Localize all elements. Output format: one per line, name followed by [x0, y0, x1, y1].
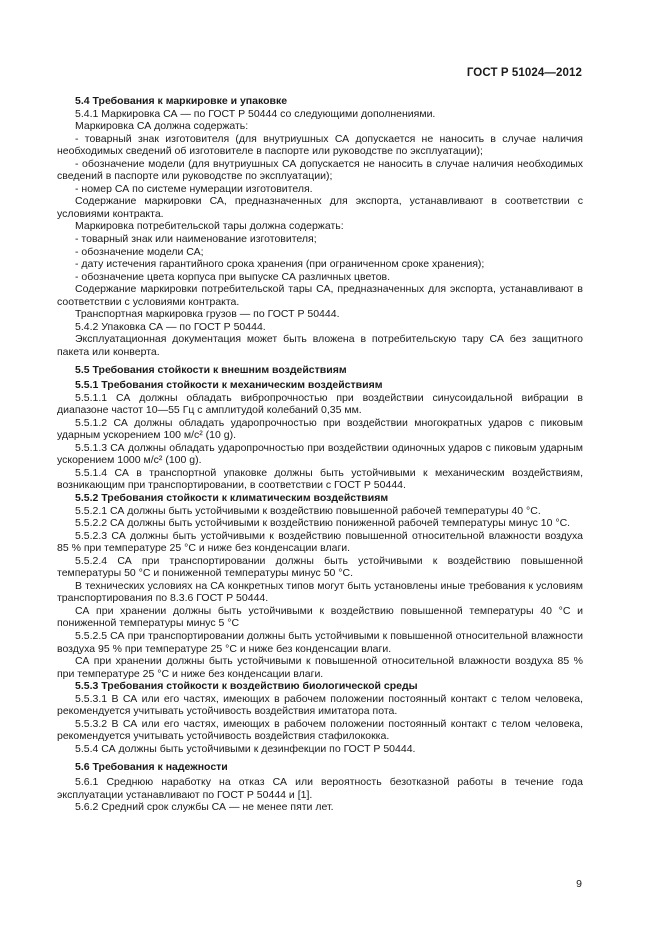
paragraph-storage-humidity: СА при хранении должны быть устойчивыми к повышенной относительной влажности воздуха 85 % при температуре 25 °С и ниже без конденсации влаги.: [57, 655, 583, 680]
list-item-consumer-1: - товарный знак или наименование изготовителя;: [75, 233, 317, 246]
paragraph-consumer-export: Содержание маркировки потребительской тары СА, предназначенных для экспорта, устанавливают в соответствии с условиями контракта.: [57, 283, 583, 308]
list-item-consumer-2: - обозначение модели СА;: [75, 245, 204, 258]
paragraph-5-5-2-1: 5.5.2.1 СА должны быть устойчивыми к воздействию повышенной рабочей температуры 40 °С.: [75, 504, 541, 517]
document-body: [57, 95, 583, 814]
paragraph-5-5-2-2: 5.5.2.2 СА должны быть устойчивыми к воздействию пониженной рабочей температуры минус 10 °С.: [75, 517, 571, 530]
list-item-marking-1: - товарный знак изготовителя (для внутриушных СА допускается не наносить в случае наличия необходимых сведений об изготовителе в паспорте или руководстве по эксплуатации);: [57, 132, 583, 158]
paragraph-documentation: Эксплуатационная документация может быть вложена в потребительскую тару СА без защитного пакета или конверта.: [57, 333, 583, 358]
section-title-5-5-1: 5.5.1 Требования стойкости к механическим воздействиям: [75, 379, 383, 392]
section-title-5-4: 5.4 Требования к маркировке и упаковке: [75, 95, 288, 107]
list-item-marking-2: - обозначение модели (для внутриушных СА допускается не наносить в случае наличия необходимых сведений в паспорте или руководстве по эксплуатации);: [57, 157, 583, 183]
section-title-5-5-2: 5.5.2 Требования стойкости к климатическим воздействиям: [75, 491, 389, 504]
paragraph-5-4-2: 5.4.2 Упаковка СА — по ГОСТ Р 50444.: [75, 320, 266, 333]
paragraph-5-5-2-3: 5.5.2.3 СА должны быть устойчивыми к воздействию повышенной относительной влажности воздуха 85 % при температуре 25 °С и ниже без конденсации влаги.: [57, 529, 583, 555]
section-title-5-6: 5.6 Требования к надежности: [75, 761, 228, 774]
paragraph-export-marking: Содержание маркировки СА, предназначенных для экспорта, устанавливают в соответствии с условиями контракта.: [57, 195, 583, 220]
paragraph-5-5-2-4: 5.5.2.4 СА при транспортировании должны быть устойчивыми к воздействию повышенной температуры 50 °С и пониженной температуры минус 50 °С.: [57, 554, 583, 580]
paragraph-marking-must: Маркировка СА должна содержать:: [75, 120, 249, 133]
paragraph-5-5-1-2: 5.5.1.2 СА должны обладать ударопрочностью при воздействии многократных ударов с пиковым ударным ускорением 100 м/с² (10 g).: [57, 416, 583, 442]
paragraph-technical-conditions: В технических условиях на СА конкретных типов могут быть установлены иные требования к условиям транспортирования по 8.3.6 ГОСТ Р 50444.: [57, 579, 583, 605]
page-number: 9: [576, 878, 582, 890]
section-title-5-5: 5.5 Требования стойкости к внешним воздействиям: [75, 364, 347, 377]
section-title-5-5-3: 5.5.3 Требования стойкости к воздействию биологической среды: [75, 680, 418, 693]
paragraph-5-5-2-5: 5.5.2.5 СА при транспортировании должны быть устойчивыми к повышенной относительной влажности воздуха 95 % при температуре 25 °С и ниже без конденсации влаги.: [57, 629, 583, 655]
paragraph-5-5-4: 5.5.4 СА должны быть устойчивыми к дезинфекции по ГОСТ Р 50444.: [75, 742, 416, 755]
paragraph-5-6-2: 5.6.2 Средний срок службы СА — не менее пяти лет.: [75, 801, 334, 814]
paragraph-consumer-pack-must: Маркировка потребительской тары должна содержать:: [75, 220, 344, 233]
paragraph-5-5-1-1: 5.5.1.1 СА должны обладать вибропрочностью при воздействии синусоидальной вибрации в диапазоне частот 10—55 Гц с амплитудой колебаний 0,35 мм.: [57, 391, 583, 417]
paragraph-5-6-1: 5.6.1 Среднюю наработку на отказ СА или вероятность безотказной работы в течение года эксплуатации устанавливают по ГОСТ Р 50444 и [1].: [57, 775, 583, 801]
list-item-marking-3: - номер СА по системе нумерации изготовителя.: [75, 182, 313, 195]
paragraph-5-5-3-2: 5.5.3.2 В СА или его частях, имеющих в рабочем положении постоянный контакт с телом человека, рекомендуется учитывать устойчивость воздействия стафилококка.: [57, 717, 583, 743]
paragraph-5-4-1: 5.4.1 Маркировка СА — по ГОСТ Р 50444 со следующими дополнениями.: [75, 107, 436, 120]
list-item-consumer-4: - обозначение цвета корпуса при выпуске СА различных цветов.: [75, 270, 391, 283]
paragraph-5-5-1-3: 5.5.1.3 СА должны обладать ударопрочностью при воздействии одиночных ударов с пиковым ударным ускорением 1000 м/с² (100 g).: [57, 441, 583, 467]
paragraph-transport-marking: Транспортная маркировка грузов — по ГОСТ Р 50444.: [75, 308, 340, 321]
paragraph-5-5-1-4: 5.5.1.4 СА в транспортной упаковке должны быть устойчивыми к механическим воздействиям, возникающим при транспортировании, в соответствии с ГОСТ Р 50444.: [57, 466, 583, 492]
standard-header: ГОСТ Р 51024—2012: [466, 67, 582, 79]
paragraph-5-5-3-1: 5.5.3.1 В СА или его частях, имеющих в рабочем положении постоянный контакт с телом человека, рекомендуется учитывать устойчивость воздействия имитатора пота.: [57, 692, 583, 718]
list-item-consumer-3: - дату истечения гарантийного срока хранения (при ограниченном сроке хранения);: [75, 258, 485, 271]
paragraph-storage-temperature: СА при хранении должны быть устойчивыми к воздействию повышенной температуры 40 °С и пониженной температуры минус 5 °С: [57, 604, 583, 630]
